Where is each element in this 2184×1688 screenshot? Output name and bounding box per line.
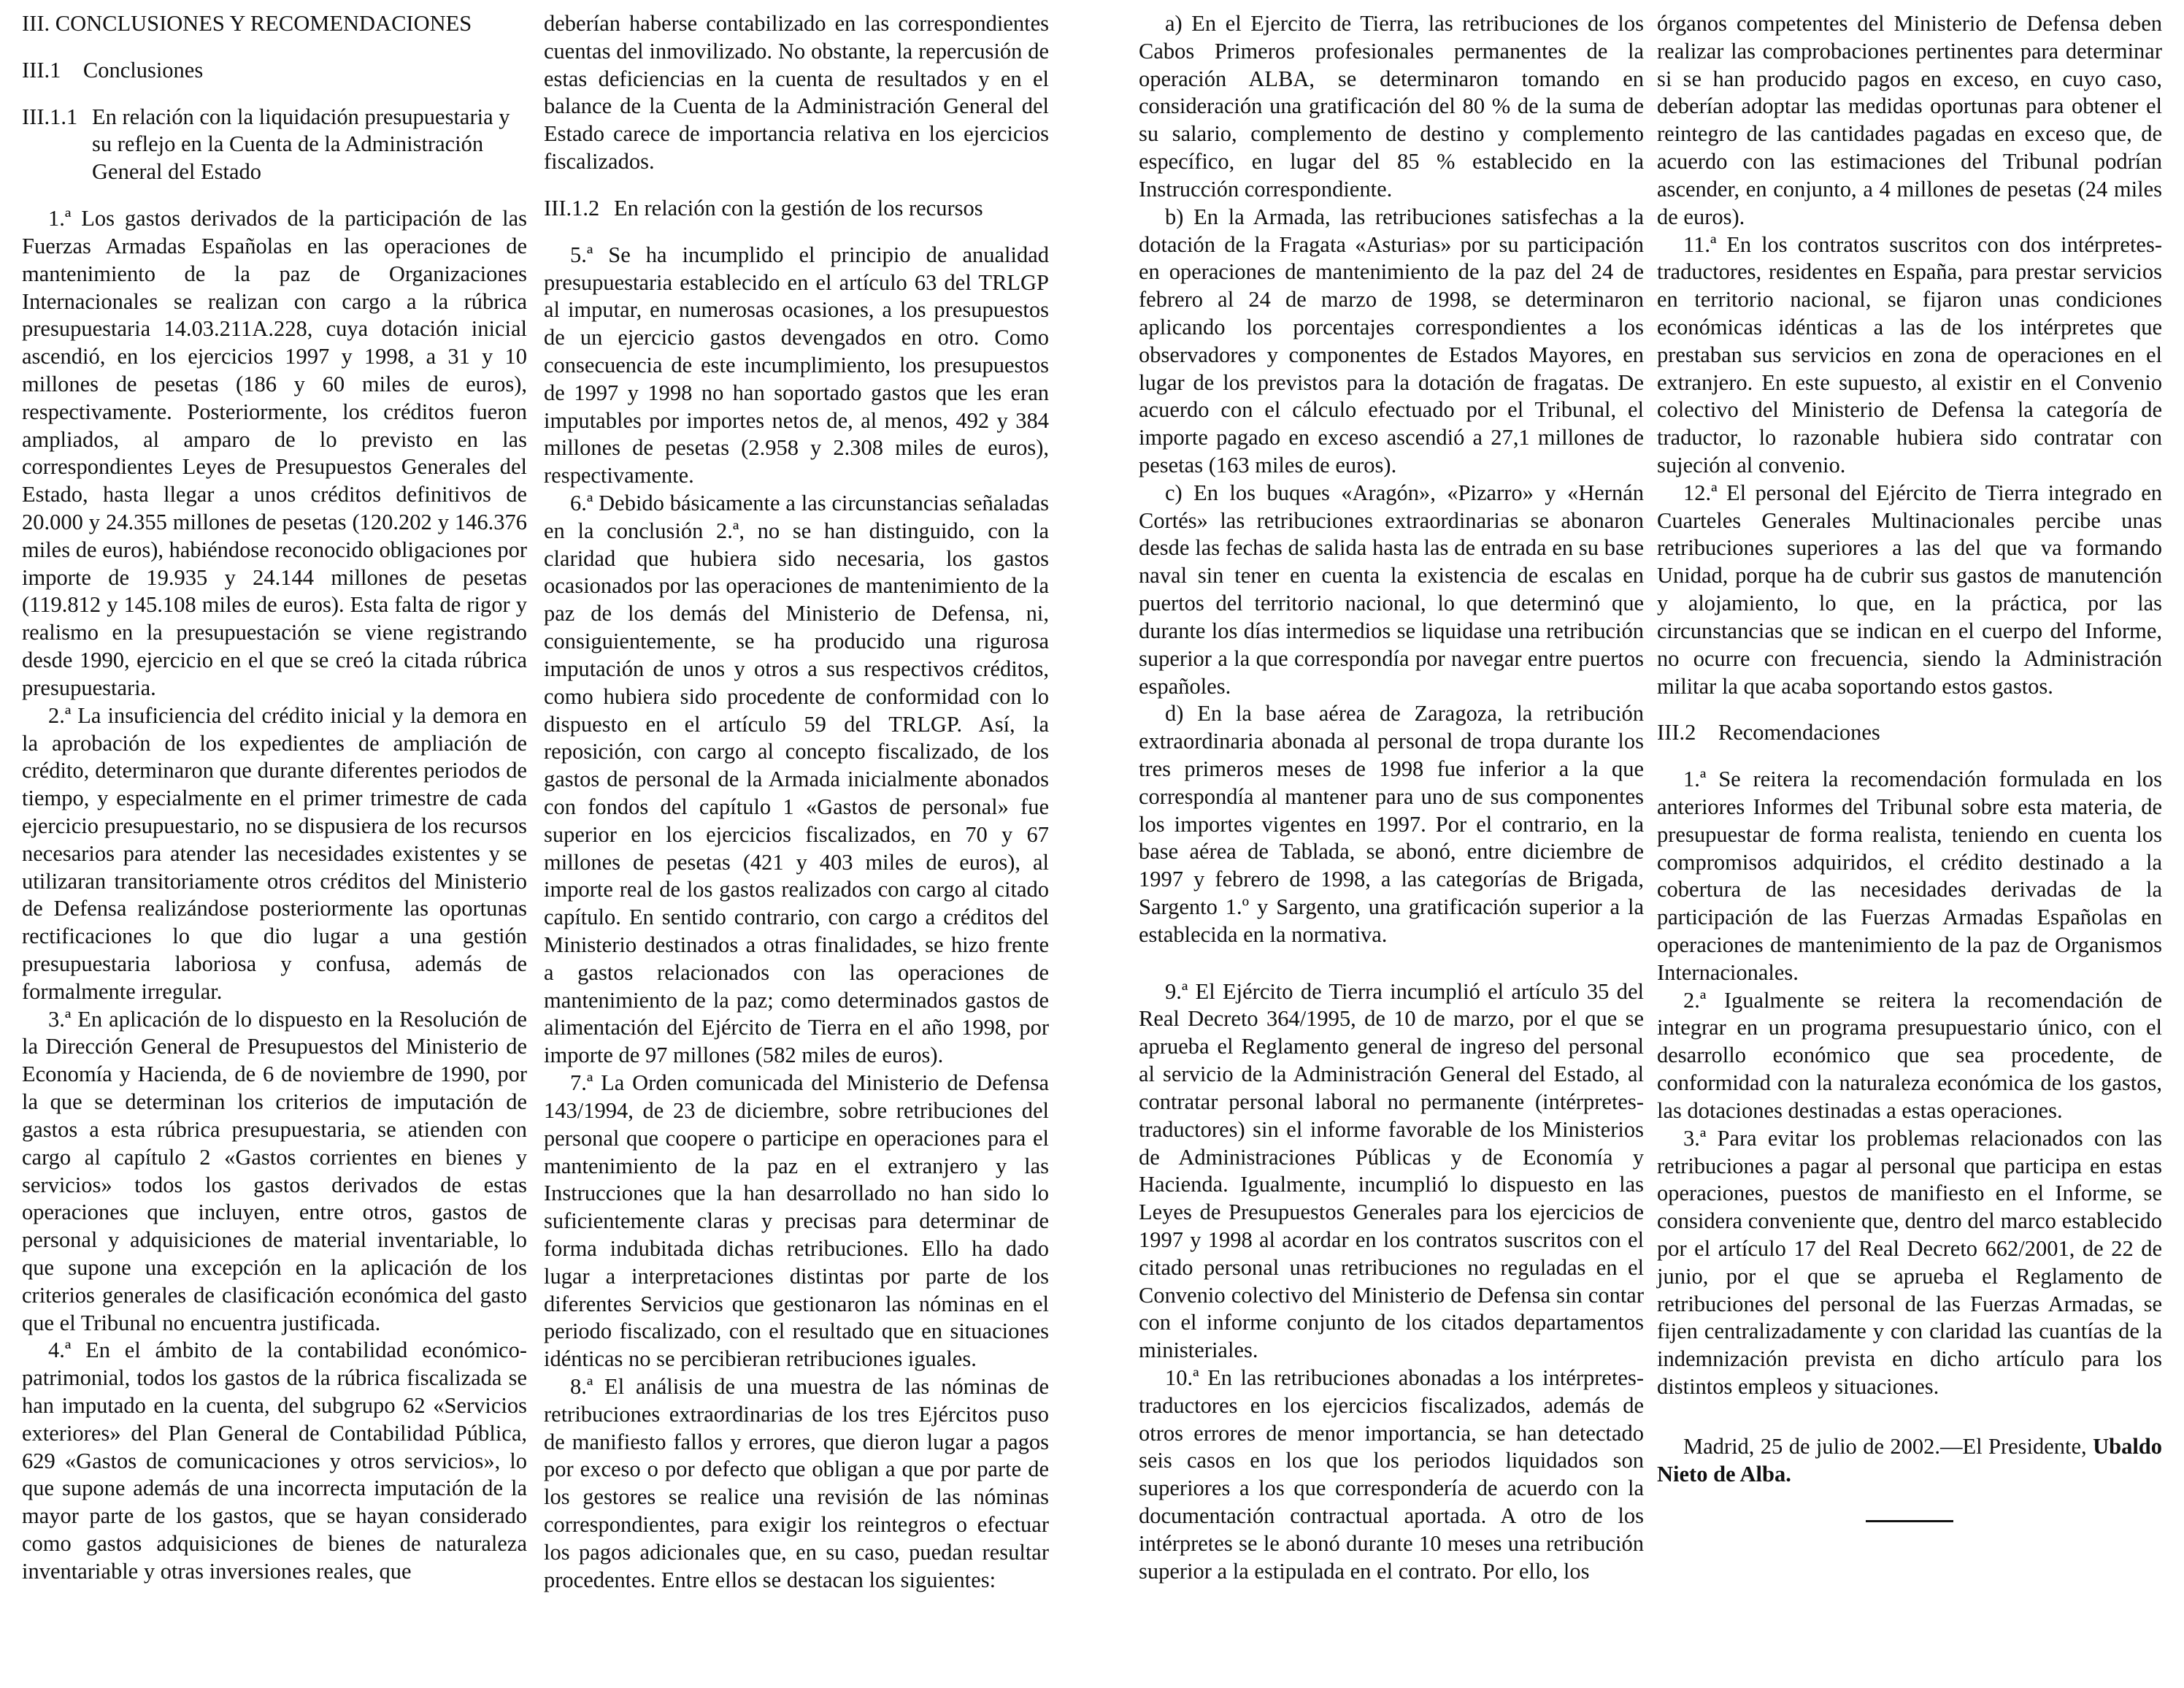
conclusion-7: 7.ª La Orden comunicada del Ministerio de Defensa 143/1994, de 23 de diciembre, sobre retribuciones del personal que coopere o participe en operaciones para el mantenimiento de la paz en el extranjero y las Instrucciones que la han desarrollado no han sido lo suficientemente claras y precisas para determinar de forma indubitada dichas retribuciones. Ello ha dado lugar a interpretaciones distintas por parte de los diferentes Servicios que gestionaron las nóminas en el periodo fiscalizado, con el resultado que en situaciones idénticas no se percibieran retribuciones iguales. (544, 1070, 1049, 1372)
signature-place-date: Madrid, 25 de julio de 2002.—El Presidente, (1683, 1433, 2087, 1459)
subsection-heading-liquidacion (22, 104, 527, 186)
recommendation-2: 2.ª Igualmente se reitera la recomendación de integrar en un programa presupuestario único, con el desarrollo económico que sea procedente, de conformidad con la naturaleza económica de los gastos, las dotaciones destinadas a estas operaciones. (1657, 987, 2162, 1123)
conclusion-8: 8.ª El análisis de una muestra de las nóminas de retribuciones extraordinarias de los tres Ejércitos puso de manifiesto fallos y errores, que dieron lugar a pagos por exceso o por defecto que obligan a que por parte de los gestores se realice una revisión de las nóminas correspondientes, para exigir los reintegros o efectuar los pagos adicionales que, en su caso, puedan resultar procedentes. Entre ellos se destacan los siguientes: (544, 1374, 1049, 1592)
text-column-2 (544, 10, 1049, 1595)
conclusion-4-continued: deberían haberse contabilizado en las correspondientes cuentas del inmovilizado. No obstante, la repercusión de estas deficiencias en la cuenta de resultados y en el balance de la Cuenta de la Administración General del Estado carece de importancia relativa en los ejercicios fiscalizados. (544, 11, 1049, 174)
conclusion-11: 11.ª En los contratos suscritos con dos intérpretes-traductores, residentes en España, para prestar servicios en territorio nacional, se fijaron unas condiciones económicas idénticas a las de los intérpretes que prestaban sus servicios en zona de operaciones en el extranjero. En este supuesto, al existir en el Convenio colectivo del Ministerio de Defensa la categoría de traductor, lo razonable hubiera sido contratar con sujeción al convenio. (1657, 231, 2162, 477)
conclusion-2: 2.ª La insuficiencia del crédito inicial y la demora en la aprobación de los expedientes de ampliación de crédito, determinaron que durante diferentes periodos de tiempo, y especialmente en el primer trimestre de cada ejercicio presupuestario, no se dispusiera de los recursos necesarios para atender las necesidades existentes y se utilizaran transitoriamente otros créditos del Ministerio de Defensa realizándose posteriormente las oportunas rectificaciones lo que dio lugar a una gestión presupuestaria laboriosa y confusa, además de formalmente irregular. (22, 702, 527, 1004)
text-column-3 (1139, 10, 1644, 1586)
conclusion-5: 5.ª Se ha incumplido el principio de anualidad presupuestaria establecido en el artículo 63 del TRLGP al imputar, en numerosas ocasiones, a los presupuestos de un ejercicio gastos devengados en otro. Como consecuencia de este incumplimiento, los presupuestos de 1997 y 1998 no han soportado gastos que les eran imputables por importes netos de, al menos, 492 y 384 millones de pesetas (2.958 y 2.308 miles de euros), respectivamente. (544, 242, 1049, 488)
recommendation-1: 1.ª Se reitera la recomendación formulada en los anteriores Informes del Tribunal sobre esta materia, de presupuestar de forma realista, teniendo en cuenta los compromisos adquiridos, el crédito destinado a la cobertura de las necesidades derivadas de la participación de las Fuerzas Armadas Españolas en operaciones de mantenimiento de la paz de Organismos Internacionales. (1657, 767, 2162, 985)
subsection-title: En relación con la liquidación presupuestaria y su reflejo en la Cuenta de la Administración General del Estado (92, 104, 510, 185)
section-number: III.2 (1657, 720, 1696, 745)
text-column-4 (1657, 10, 2162, 1522)
finding-c: c) En los buques «Aragón», «Pizarro» y «Hernán Cortés» las retribuciones extraordinarias se abonaron desde las fechas de salida hasta las de entrada en su base naval sin tener en cuenta la existencia de escalas en puertos del territorio nacional, lo que determinó que durante los días intermedios se liquidase una retribución superior a la que correspondía por navegar entre puertos españoles. (1139, 480, 1644, 699)
closing-rule (1866, 1520, 1953, 1522)
subsection-title: En relación con la gestión de los recursos (614, 195, 983, 220)
section-heading-recomendaciones (1657, 719, 2162, 747)
finding-d: d) En la base aérea de Zaragoza, la retribución extraordinaria abonada al personal de tropa durante los tres primeros meses de 1998 fue inferior a la que correspondía al mantener para uno de sus componentes los importes vigentes en 1997. Por el contrario, en la base aérea de Tablada, se abonó, entre diciembre de 1997 y febrero de 1998, a las categorías de Brigada, Sargento 1.º y Sargento, una gratificación superior a la establecida en la normativa. (1139, 701, 1644, 947)
conclusion-12: 12.ª El personal del Ejército de Tierra integrado en Cuarteles Generales Multinacionales percibe unas retribuciones superiores a las del que va formando Unidad, porque ha de cubrir sus gastos de manutención y alojamiento, lo que, en la práctica, por las circunstancias que se indican en el cuerpo del Informe, no ocurre con frecuencia, siendo la Administración militar la que acaba soportando estos gastos. (1657, 480, 2162, 699)
text-column-1 (22, 10, 527, 1586)
signature-line (1657, 1433, 2162, 1489)
subsection-number: III.1.1 (22, 104, 78, 129)
section-title: Recomendaciones (1718, 720, 1880, 745)
conclusion-4: 4.ª En el ámbito de la contabilidad económico-patrimonial, todos los gastos de la rúbrica fiscalizada se han imputado en la cuenta, del subgrupo 62 «Servicios exteriores» del Plan General de Contabilidad Pública, 629 «Gastos de comunicaciones y otros servicios», lo que supone además de una incorrecta imputación de la mayor parte de los gastos, que se hayan considerado como gastos adquisiciones de bienes de naturaleza inventariable y otras inversiones reales, que (22, 1338, 527, 1584)
page-heading: III. CONCLUSIONES Y RECOMENDACIONES (22, 11, 472, 36)
conclusion-3: 3.ª En aplicación de lo dispuesto en la Resolución de la Dirección General de Presupuestos del Ministerio de Economía y Hacienda, de 6 de noviembre de 1990, por la que se determinan los criterios de imputación de gastos a esta rúbrica presupuestaria, se atienden con cargo al capítulo 2 «Gastos corrientes en bienes y servicios» todos los gastos derivados de estas operaciones que incluyen, entre otros, gastos de personal y adquisiciones de material inventariable, lo que supone una excepción en la aplicación de los criterios generales de clasificación económica del gasto que el Tribunal no encuentra justificada. (22, 1006, 527, 1335)
subsection-number: III.1.2 (544, 195, 600, 220)
conclusion-1: 1.ª Los gastos derivados de la participación de las Fuerzas Armadas Españolas en las operaciones de mantenimiento de la paz de Organizaciones Internacionales se realizan con cargo a la rúbrica presupuestaria 14.03.211A.228, cuya dotación inicial ascendió, en los ejercicios 1997 y 1998, a 31 y 10 millones de pesetas (186 y 60 miles de euros), respectivamente. Posteriormente, los créditos fueron ampliados, al amparo de lo previsto en las correspondientes Leyes de Presupuestos Generales del Estado, hasta llegar a unos créditos definitivos de 20.000 y 24.355 millones de pesetas (120.202 y 146.376 miles de euros), habiéndose reconocido obligaciones por importe de 19.935 y 24.144 millones de pesetas (119.812 y 145.108 miles de euros). Esta falta de rigor y realismo en la presupuestación se viene registrando desde 1990, ejercicio en el que se creó la citada rúbrica presupuestaria. (22, 206, 527, 700)
section-heading-conclusiones (22, 57, 527, 85)
finding-a: a) En el Ejercito de Tierra, las retribuciones de los Cabos Primeros profesionales permanentes de la operación ALBA, se determinaron tomando en consideración una gratificación del 80 % de la suma de su salario, complemento de destino y complemento específico, en lugar del 85 % establecido en la Instrucción correspondiente. (1139, 11, 1644, 202)
subsection-heading-recursos (544, 195, 1049, 223)
conclusion-9: 9.ª El Ejército de Tierra incumplió el artículo 35 del Real Decreto 364/1995, de 10 de marzo, por el que se aprueba el Reglamento general de ingreso del personal al servicio de la Administración General del Estado, al contratar personal laboral no permanente (intérpretes-traductores) sin el informe favorable de los Ministerios de Administraciones Públicas y de Economía y Hacienda. Igualmente, incumplió lo dispuesto en las Leyes de Presupuestos Generales para los ejercicios de 1997 y 1998 al acordar en los contratos suscritos con el citado personal unas retribuciones no reguladas en el Convenio colectivo del Ministerio de Defensa sin contar con el informe conjunto de los citados departamentos ministeriales. (1139, 978, 1644, 1363)
conclusion-10: 10.ª En las retribuciones abonadas a los intérpretes-traductores en los ejercicios fiscalizados, además de otros errores de menor importancia, se han detectado seis casos en los que los periodos liquidados son superiores a los que correspondería de acuerdo con la documentación contractual aportada. A otro de los intérpretes se le abonó durante 10 meses una retribución superior a la estipulada en el contrato. Por ello, los (1139, 1365, 1644, 1584)
signature-name: Ubaldo Nieto de Alba. (1657, 1433, 2163, 1486)
recommendation-3: 3.ª Para evitar los problemas relacionados con las retribuciones a pagar al personal que participa en estas operaciones, puestos de manifiesto en el Informe, se considera conveniente que, dentro del marco establecido por el artículo 17 del Real Decreto 662/2001, de 22 de junio, por el que se aprueba el Reglamento de retribuciones del personal de las Fuerzas Armadas, se fijen centralizadamente y con claridad las cuantías de la indemnización prevista en dicho artículo para los distintos empleos y situaciones. (1657, 1125, 2162, 1399)
finding-b: b) En la Armada, las retribuciones satisfechas a la dotación de la Fragata «Asturias» por su participación en operaciones de mantenimiento de la paz del 24 de febrero al 24 de marzo de 1998, se determinaron aplicando los porcentajes correspondientes a los observadores y componentes de Estados Mayores, en lugar de los previstos para la dotación de fragatas. De acuerdo con el cálculo efectuado por el Tribunal, el importe pagado en exceso ascendió a 27,1 millones de pesetas (163 miles de euros). (1139, 204, 1644, 477)
conclusion-6: 6.ª Debido básicamente a las circunstancias señaladas en la conclusión 2.ª, no se han distinguido, con la claridad que hubiera sido necesaria, los gastos ocasionados por las operaciones de mantenimiento de la paz de los demás del Ministerio de Defensa, ni, consiguientemente, se ha producido una rigurosa imputación de unos y otros a sus respectivos créditos, como hubiera sido procedente de conformidad con lo dispuesto en el artículo 59 del TRLGP. Así, la reposición, con cargo al concepto fiscalizado, de los gastos de personal de la Armada inicialmente abonados con fondos del capítulo 1 «Gastos de personal» fue superior en los ejercicios fiscalizados, en 70 y 67 millones de pesetas (421 y 403 miles de euros), al importe real de los gastos realizados con cargo al citado capítulo. En sentido contrario, con cargo a créditos del Ministerio destinados a otras finalidades, se hizo frente a gastos relacionados con las operaciones de mantenimiento de la paz; como determinados gastos de alimentación del Ejército de Tierra en el año 1998, por importe de 97 millones (582 miles de euros). (544, 491, 1049, 1068)
section-title: Conclusiones (82, 57, 204, 83)
conclusion-10-continued: órganos competentes del Ministerio de Defensa deben realizar las comprobaciones pertinentes para determinar si se han producido pagos en exceso, en cuyo caso, deberían adoptar las medidas oportunas para obtener el reintegro de las cantidades pagadas en exceso que, de acuerdo con las estimaciones del Tribunal podrían ascender, en conjunto, a 4 millones de pesetas (24 miles de euros). (1657, 11, 2162, 229)
section-number: III.1 (22, 57, 61, 83)
